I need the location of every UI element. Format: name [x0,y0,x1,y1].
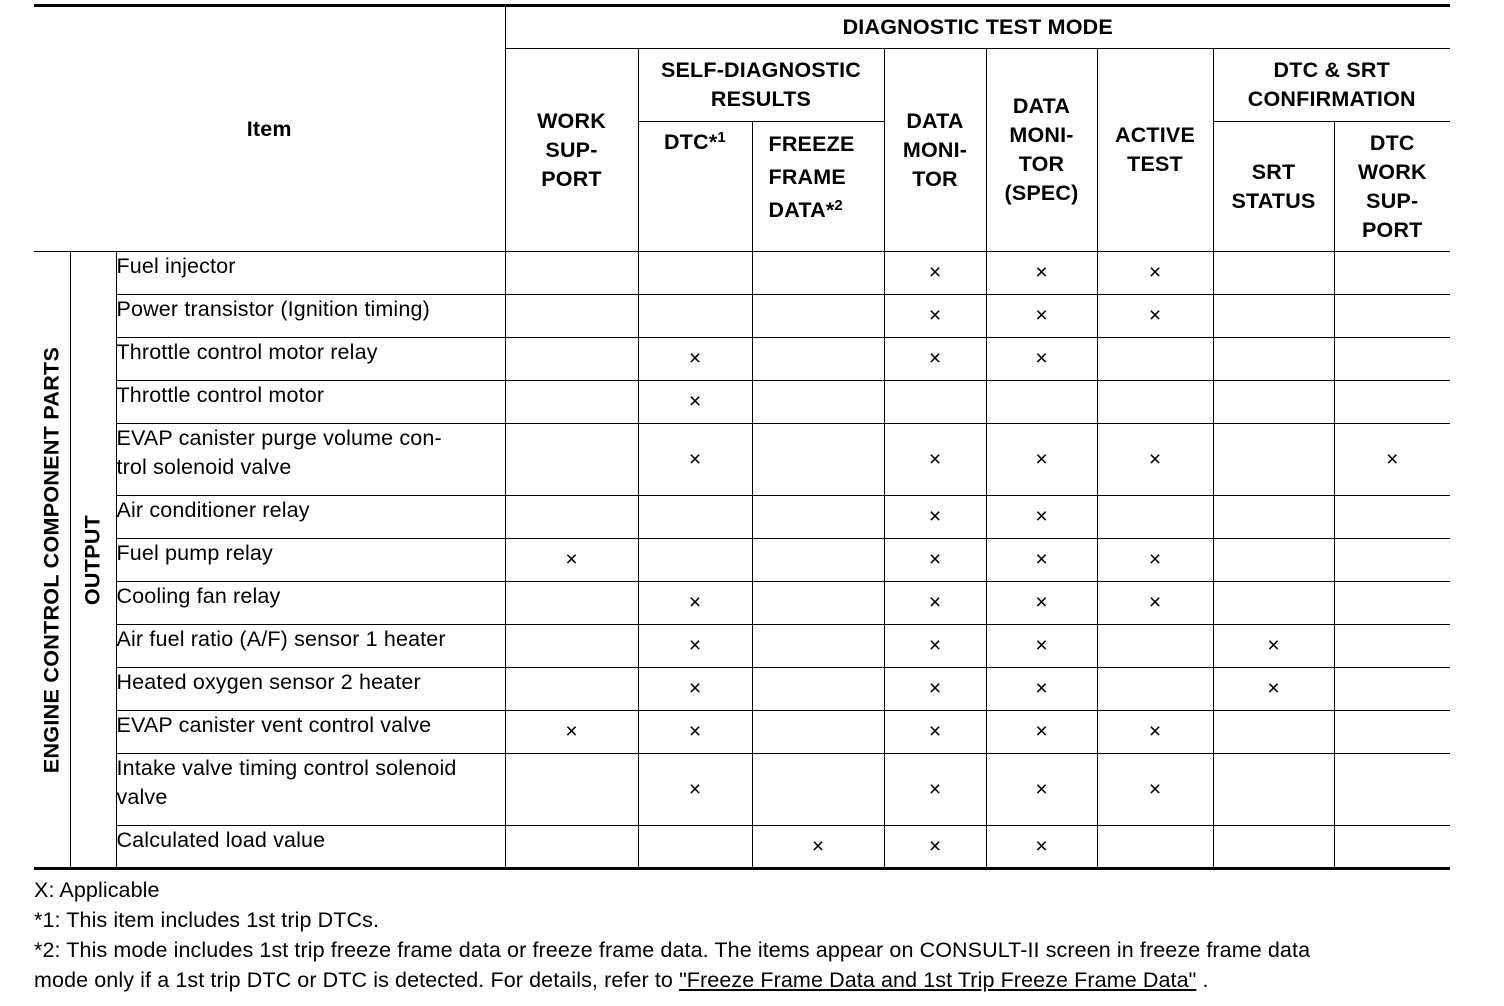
dtc-work-support-cell [1334,496,1450,539]
work-support-cell [505,711,638,754]
table-row [34,625,1450,668]
item-name-cell: Air conditioner relay [116,496,505,539]
srt-status-cell [1213,711,1334,754]
header-line: TOR [1018,152,1065,176]
srt-status-cell [1213,424,1334,496]
dtc-cell [638,754,752,826]
dtc-work-support-cell [1334,252,1450,295]
table-row [34,295,1450,338]
subcategory-label: OUTPUT [80,514,105,605]
applicable-mark: × [1035,777,1048,801]
note-1: *1: This item includes 1st trip DTCs. [34,908,380,932]
freeze-frame-data-cell [752,754,884,826]
header-line: MONI- [1009,123,1074,147]
active-test-cell [1097,711,1213,754]
header-line: DATA [1012,94,1071,118]
applicable-mark: × [1148,591,1162,614]
header-line: ACTIVE [1114,123,1196,147]
data-monitor-spec-cell [986,668,1097,711]
applicable-mark: × [1035,261,1048,284]
srt-status-cell [1213,826,1334,869]
dtc-work-support-cell [1334,295,1450,338]
item-name-cell: Fuel injector [116,252,505,295]
header-line: WORK [1357,159,1427,184]
note-2-text: mode only if a 1st trip DTC or DTC is detected. For details, refer to [34,968,680,992]
table-body [34,252,1450,869]
diagnostic-mode-table [34,4,1450,870]
work-support-cell [505,668,638,711]
active-test-cell [1097,582,1213,625]
srt-status-cell [1213,625,1334,668]
srt-status-cell [1213,496,1334,539]
srt-status-cell [1213,539,1334,582]
active-test-header [1097,49,1213,252]
data-monitor-spec-cell [986,252,1097,295]
freeze-frame-data-cell [752,582,884,625]
applicable-mark: × [1035,548,1048,571]
item-name-cell: Intake valve timing control solenoid valve [116,754,505,826]
header-line: DTC & SRT [1273,58,1390,82]
dtc-cell [638,252,752,295]
freeze-frame-data-text [769,128,884,222]
work-support-cell [505,582,638,625]
applicable-mark: × [1035,505,1048,528]
data-monitor-cell [884,539,986,582]
applicable-mark: × [1148,447,1162,471]
work-support-cell [505,826,638,869]
freeze-frame-data-cell [752,539,884,582]
active-test-cell [1097,826,1213,869]
category-label: ENGINE CONTROL COMPONENT PARTS [39,346,64,773]
data-monitor-cell [884,381,986,424]
self-diagnostic-results-header [638,49,884,122]
header-line: RESULTS [710,87,812,111]
dtc-cell [638,381,752,424]
dtc-cell [638,826,752,869]
freeze-frame-data-cell [752,496,884,539]
data-monitor-spec-cell [986,381,1097,424]
item-column-header: Item [34,6,505,252]
freeze-frame-data-cell [752,381,884,424]
srt-status-cell [1213,381,1334,424]
freeze-frame-data-cell [752,826,884,869]
freeze-frame-data-cell [752,424,884,496]
data-monitor-spec-cell [986,625,1097,668]
active-test-cell [1097,424,1213,496]
data-monitor-spec-cell [986,711,1097,754]
applicable-mark: × [1267,634,1280,657]
dtc-work-support-cell [1334,338,1450,381]
dtc-work-support-cell [1334,668,1450,711]
applicable-mark: × [928,505,942,528]
applicable-mark: × [928,677,942,700]
applicable-mark: × [565,548,578,571]
data-monitor-spec-cell [986,295,1097,338]
data-monitor-spec-cell [986,424,1097,496]
data-monitor-cell [884,252,986,295]
dtc-work-support-cell [1334,625,1450,668]
applicable-mark: × [1035,447,1048,471]
applicable-mark: × [565,720,578,743]
freeze-frame-data-cell [752,711,884,754]
item-name-cell: Fuel pump relay [116,539,505,582]
srt-status-cell [1213,754,1334,826]
table-row [34,826,1450,869]
applicable-mark: × [1386,447,1399,471]
table-row [34,582,1450,625]
dtc-cell [638,295,752,338]
header-line: DTC [1369,130,1415,155]
item-name-cell: Calculated load value [116,826,505,869]
header-line: (SPEC) [1004,181,1079,205]
header-line: STATUS [1231,188,1316,213]
table-header [34,6,1450,252]
header-line: FREEZE [768,132,855,156]
subcategory-group-cell [70,252,116,869]
item-name-cell: EVAP canister purge volume con- trol solenoid valve [116,424,505,496]
data-monitor-cell [884,711,986,754]
applicable-mark: × [1035,834,1048,858]
dtc-cell [638,496,752,539]
applicable-mark: × [811,834,825,858]
table-row [34,539,1450,582]
data-monitor-cell [884,496,986,539]
active-test-cell [1097,295,1213,338]
item-name-cell: Air fuel ratio (A/F) sensor 1 heater [116,625,505,668]
diagnostic-test-mode-header: DIAGNOSTIC TEST MODE [505,6,1450,49]
applicable-mark: × [928,548,942,571]
work-support-cell [505,338,638,381]
applicable-mark: × [1035,677,1048,700]
header-line: MONI- [902,137,968,162]
applicable-mark: × [1148,261,1162,284]
applicable-mark: × [1035,720,1048,743]
header-line: SUP- [1366,188,1419,213]
srt-status-cell [1213,252,1334,295]
applicable-mark: × [688,390,702,413]
dtc-work-support-cell [1334,539,1450,582]
data-monitor-spec-cell [986,338,1097,381]
applicable-mark: × [1035,304,1048,327]
dtc-work-support-cell [1334,381,1450,424]
data-monitor-spec-cell [986,582,1097,625]
srt-status-cell [1213,295,1334,338]
item-name-cell: Throttle control motor [116,381,505,424]
work-support-cell [505,539,638,582]
applicable-mark: × [928,347,942,370]
work-support-cell [505,252,638,295]
applicable-mark: × [1267,677,1280,700]
applicable-mark: × [1148,304,1162,327]
table-row [34,381,1450,424]
header-line: TOR [912,166,958,191]
freeze-frame-data-header [752,122,884,252]
freeze-footnote-ref: 2 [834,197,843,214]
data-monitor-cell [884,338,986,381]
active-test-cell [1097,754,1213,826]
dtc-footnote-ref: 1 [717,129,726,146]
applicable-mark: × [688,777,702,801]
table-row [34,338,1450,381]
header-line: PORT [1361,217,1423,242]
item-name-cell: Cooling fan relay [116,582,505,625]
applicable-mark: × [928,591,942,614]
applicable-mark: × [1035,591,1048,614]
footnotes [34,875,1450,995]
active-test-cell [1097,668,1213,711]
data-monitor-spec-cell [986,826,1097,869]
data-monitor-cell [884,668,986,711]
note-2-line-1: *2: This mode includes 1st trip freeze frame data or freeze frame data. The items appear on CONSULT-II screen in freeze frame data [34,938,1311,962]
header-line: SELF-DIAGNOSTIC [660,58,862,82]
srt-status-header [1213,122,1334,252]
active-test-cell [1097,381,1213,424]
item-name-cell: EVAP canister vent control valve [116,711,505,754]
category-group-cell [34,252,70,869]
dtc-work-support-cell [1334,754,1450,826]
freeze-frame-data-link[interactable]: "Freeze Frame Data and 1st Trip Freeze Frame Data" [679,968,1197,992]
note-2-line-2 [34,965,1450,995]
applicable-mark: × [928,447,942,471]
document-page [34,4,1450,995]
work-support-cell [505,625,638,668]
freeze-frame-data-cell [752,668,884,711]
applicable-mark: × [688,591,702,614]
header-line: SUP- [545,137,598,162]
active-test-cell [1097,539,1213,582]
data-monitor-spec-header [986,49,1097,252]
data-monitor-cell [884,625,986,668]
dtc-cell [638,625,752,668]
applicable-mark: × [928,777,942,801]
table-row [34,711,1450,754]
header-line: WORK [537,108,606,133]
srt-status-cell [1213,582,1334,625]
applicable-mark: × [688,347,702,370]
dtc-cell [638,582,752,625]
work-support-cell [505,424,638,496]
work-support-cell [505,381,638,424]
data-monitor-cell [884,754,986,826]
applicable-mark: × [1035,634,1048,657]
header-line: TEST [1127,152,1183,176]
dtc-header: DTC*$^1$ [638,122,752,252]
dtc-work-support-cell [1334,826,1450,869]
applicable-mark: × [688,634,702,657]
data-monitor-cell [884,424,986,496]
work-support-cell [505,754,638,826]
applicable-mark: × [688,677,702,700]
freeze-frame-data-cell [752,252,884,295]
item-name-cell: Power transistor (Ignition timing) [116,295,505,338]
item-name-cell: Heated oxygen sensor 2 heater [116,668,505,711]
dtc-work-support-cell [1334,711,1450,754]
header-line: DATA* [768,198,835,222]
table-row [34,754,1450,826]
table-row [34,496,1450,539]
dtc-cell [638,424,752,496]
work-support-header [505,49,638,252]
dtc-cell [638,539,752,582]
dtc-work-support-cell [1334,582,1450,625]
dtc-cell [638,338,752,381]
applicable-mark: × [1035,347,1048,370]
note-2-suffix: . [1196,968,1209,992]
active-test-cell [1097,625,1213,668]
data-monitor-cell [884,826,986,869]
dtc-cell [638,668,752,711]
work-support-cell [505,496,638,539]
dtc-cell [638,711,752,754]
data-monitor-header [884,49,986,252]
applicable-mark: × [928,834,942,858]
table-row [34,668,1450,711]
freeze-frame-data-cell [752,338,884,381]
active-test-cell [1097,252,1213,295]
applicable-mark: × [1148,548,1162,571]
active-test-cell [1097,338,1213,381]
item-name-cell: Throttle control motor relay [116,338,505,381]
applicable-mark: × [928,634,942,657]
dtc-work-support-cell [1334,424,1450,496]
data-monitor-spec-cell [986,496,1097,539]
srt-status-cell [1213,668,1334,711]
dtc-work-support-header [1334,122,1450,252]
header-line: PORT [541,166,602,191]
applicable-mark: × [928,261,942,284]
work-support-cell [505,295,638,338]
dtc-srt-confirmation-header [1213,49,1450,122]
header-line: FRAME [768,165,846,189]
applicable-mark: × [1148,720,1162,743]
active-test-cell [1097,496,1213,539]
applicable-mark: × [928,304,942,327]
data-monitor-spec-cell [986,539,1097,582]
applicable-mark: × [928,720,942,743]
note-applicable: X: Applicable [34,878,160,902]
header-line: SRT [1251,159,1296,184]
header-line: DATA [906,108,964,133]
applicable-mark: × [688,447,702,471]
table-row [34,252,1450,295]
data-monitor-spec-cell [986,754,1097,826]
data-monitor-cell [884,582,986,625]
freeze-frame-data-cell [752,295,884,338]
freeze-frame-data-cell [752,625,884,668]
applicable-mark: × [688,720,702,743]
header-line: CONFIRMATION [1247,87,1416,111]
table-row [34,424,1450,496]
data-monitor-cell [884,295,986,338]
srt-status-cell [1213,338,1334,381]
applicable-mark: × [1148,777,1162,801]
